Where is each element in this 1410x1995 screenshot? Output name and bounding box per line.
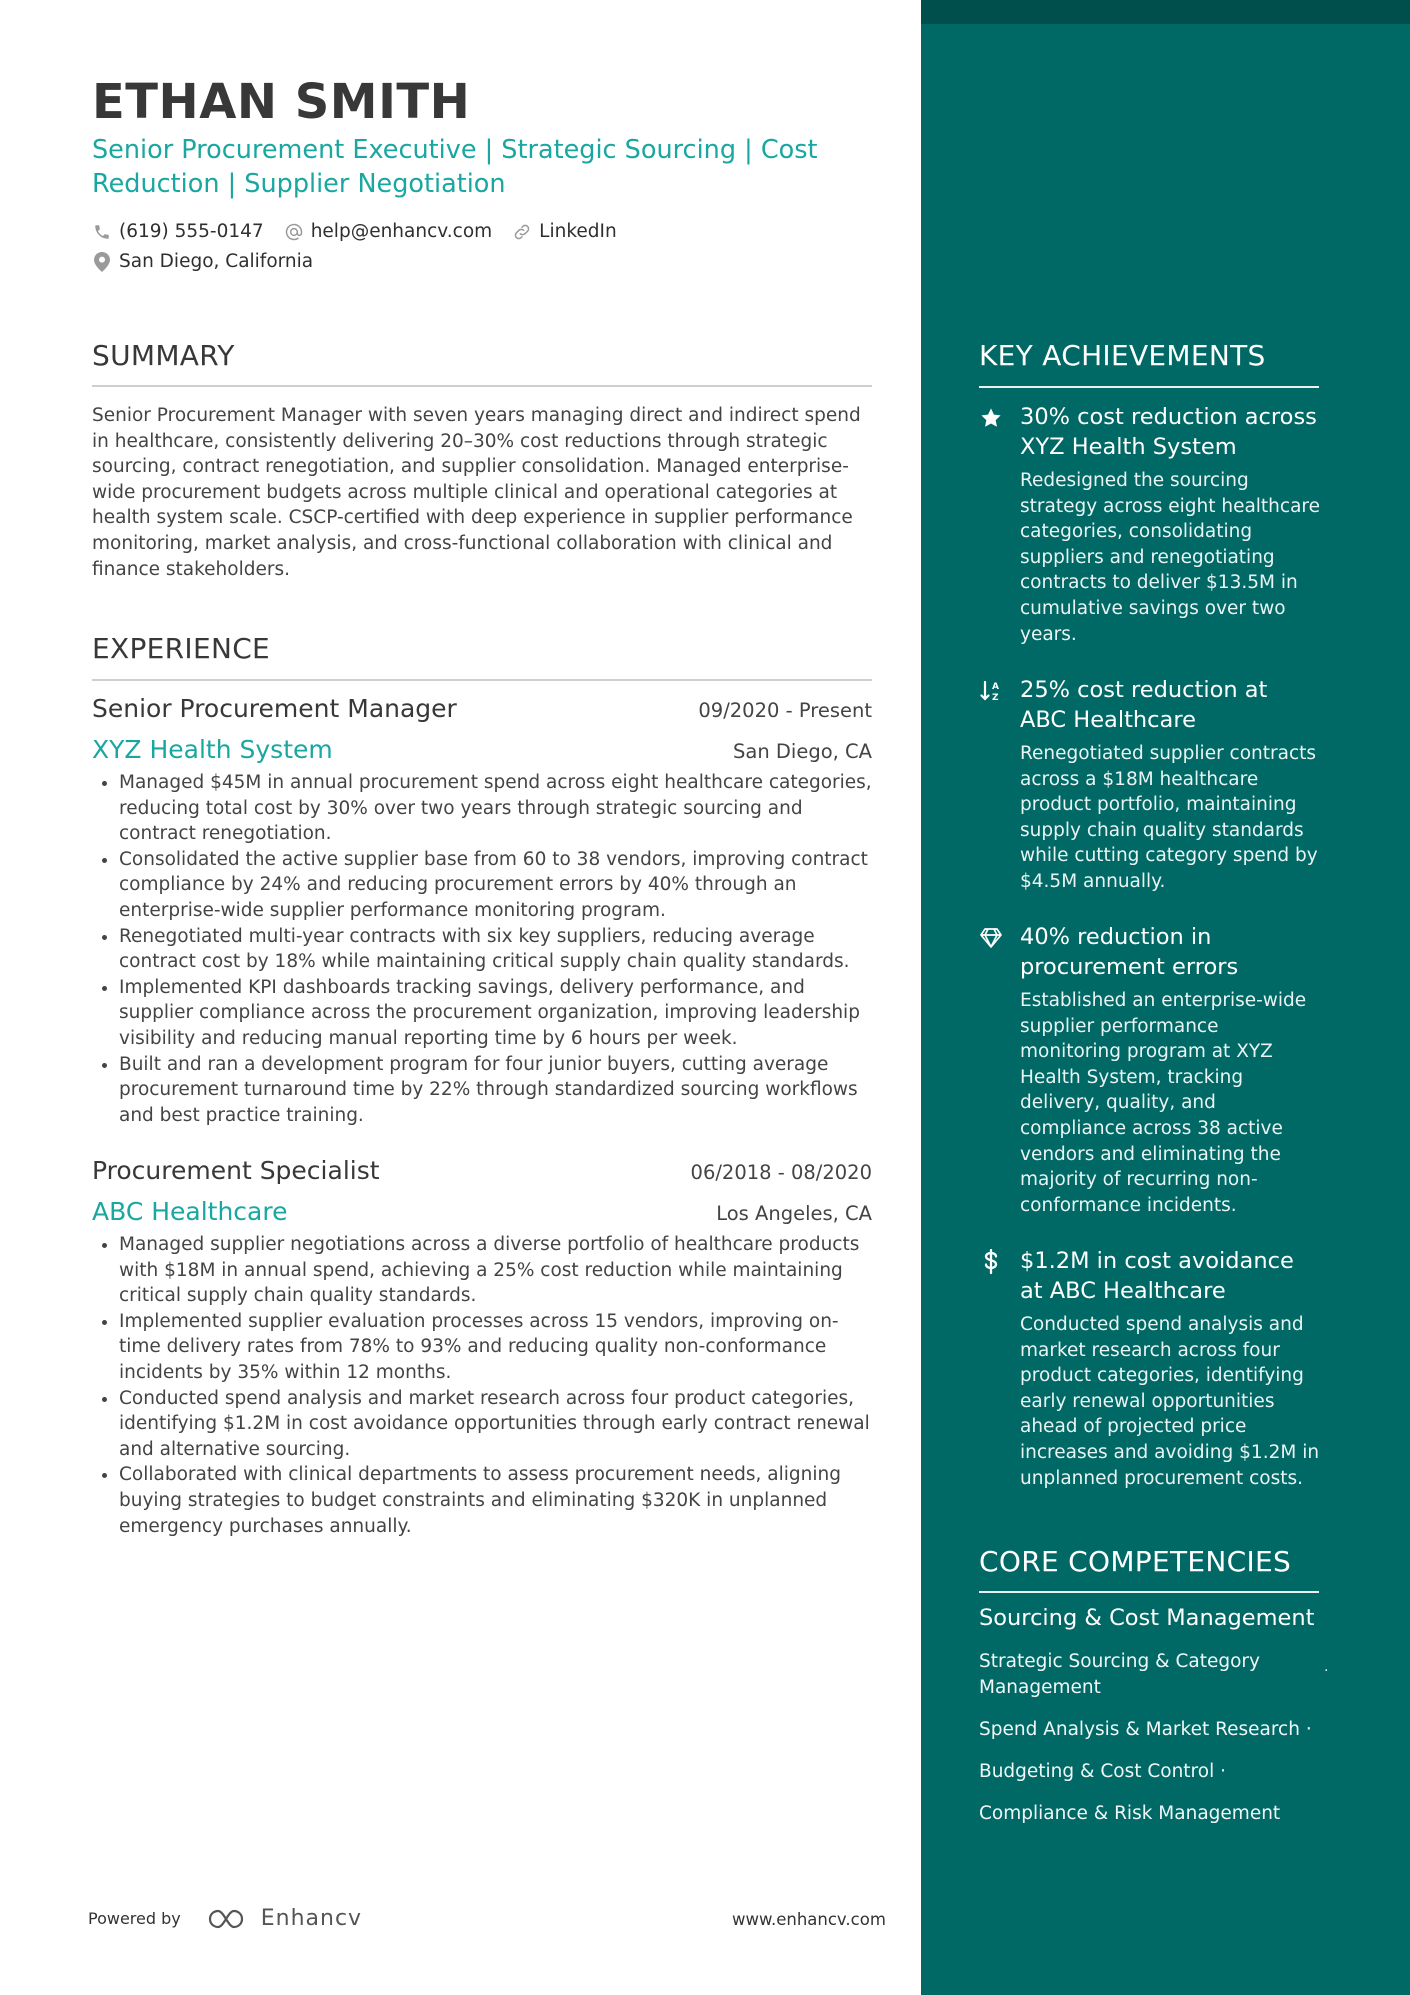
footer-branding: [88, 1906, 362, 1931]
experience-divider: [92, 679, 872, 681]
brand-name: Enhancv: [260, 1906, 363, 1931]
bullet-item: • Consolidated the active supplier base from 60 to 38 vendors, improving contract compliance by 24% and reducing procurement errors by 40% through an enterprise-wide supplier performance monitoring program.: [119, 847, 872, 924]
competency-label: Spend Analysis & Market Research: [979, 1719, 1300, 1740]
competency-item: [979, 1717, 1319, 1743]
svg-text:Z: Z: [992, 693, 999, 703]
contact-row: [92, 221, 637, 242]
separator-dot: ·: [1299, 1719, 1312, 1740]
job-title: Senior Procurement Manager: [92, 694, 457, 723]
linkedin-link[interactable]: LinkedIn: [539, 221, 617, 242]
email-item[interactable]: [284, 221, 492, 242]
job-dates: 09/2020 - Present: [698, 699, 872, 722]
svg-text:A: A: [992, 682, 999, 692]
job-bullets: [92, 770, 872, 1128]
at-icon: [284, 222, 304, 242]
achievement-title: 25% cost reduction at ABC Healthcare: [1020, 677, 1268, 733]
bullet-item: • Managed supplier negotiations across a diverse portfolio of healthcare products with $18M in annual spend, achieving a 25% cost reduction while maintaining critical supply chain quality standards.: [119, 1232, 872, 1309]
achievement-title: $1.2M in cost avoidance at ABC Healthcare: [1020, 1248, 1294, 1304]
candidate-name: ETHAN SMITH: [92, 74, 471, 130]
bullet-item: • Managed $45M in annual procurement spend across eight healthcare categories, reducing total cost by 30% over two years through strategic sourcing and contract renegotiation.: [119, 770, 872, 847]
achievement-desc: Conducted spend analysis and market research across four product categories, identifying early renewal opportunities ahead of projected price increases and avoiding $1.2M in unplanned procurement costs.: [1020, 1314, 1320, 1489]
powered-by-text: Powered by: [88, 1909, 181, 1928]
achievements-divider: [979, 386, 1319, 388]
bullet-item: • Renegotiated multi-year contracts with six key suppliers, reducing average contract cost by 18% while maintaining critical supply chain quality standards.: [119, 924, 872, 975]
headline: Senior Procurement Executive | Strategic Sourcing | Cost Reduction | Supplier Negotiation: [92, 135, 818, 199]
competencies-heading: CORE COMPETENCIES: [979, 1545, 1292, 1578]
enhancv-logo-icon: [207, 1907, 253, 1931]
experience-heading: EXPERIENCE: [92, 632, 271, 665]
star-icon: [979, 406, 1003, 430]
brand-logo[interactable]: [207, 1906, 362, 1931]
competency-label: Budgeting & Cost Control: [979, 1761, 1215, 1782]
phone-icon: [92, 222, 112, 242]
bullet-item: • Built and ran a development program for four junior buyers, cutting average procurement turnaround time by 22% through standardized sourcing workflows and best practice training.: [119, 1052, 872, 1129]
summary-divider: [92, 385, 872, 387]
job-company: XYZ Health System: [92, 735, 333, 764]
bullet-item: • Implemented KPI dashboards tracking savings, delivery performance, and supplier compliance across the procurement organization, improving leadership visibility and reducing manual reporting time by 6 hours per week.: [119, 975, 872, 1052]
achievement-title: 40% reduction in procurement errors: [1020, 924, 1239, 980]
achievement-item: [979, 1246, 1359, 1491]
location-text: San Diego, California: [119, 251, 314, 272]
job-title: Procurement Specialist: [92, 1156, 380, 1185]
competency-group-title: Sourcing & Cost Management: [979, 1605, 1315, 1631]
phone-item: [92, 221, 264, 242]
achievement-title: 30% cost reduction across XYZ Health System: [1020, 404, 1317, 460]
location-row: [92, 251, 333, 272]
summary-text: Senior Procurement Manager with seven years managing direct and indirect spend in healthcare, consistently delivering 20–30% cost reductions through strategic sourcing, contract renegotiation, and supplier consolidation. Managed enterprise-wide procurement budgets across multiple clinical and operational categories at health system scale. CSCP-certified with deep experience in supplier performance monitoring, market analysis, and cross-functional collaboration with clinical and finance stakeholders.: [92, 405, 861, 580]
job-entry: [92, 694, 872, 1128]
phone-text: (619) 555-0147: [119, 221, 264, 242]
job-bullets: [92, 1232, 872, 1539]
separator-dot: ·: [1324, 1663, 1329, 1679]
achievement-desc: Redesigned the sourcing strategy across eight healthcare categories, consolidating suppliers and renegotiating contracts to deliver $13.5M in cumulative savings over two years.: [1020, 470, 1321, 645]
job-location: Los Angeles, CA: [716, 1202, 872, 1225]
sidebar-top-band: [921, 0, 1410, 24]
separator-dot: ·: [1214, 1761, 1226, 1782]
bullet-item: • Collaborated with clinical departments to assess procurement needs, aligning buying strategies to budget constraints and eliminating $320K in unplanned emergency purchases annually.: [119, 1462, 872, 1539]
email-link[interactable]: help@enhancv.com: [310, 221, 493, 242]
linkedin-item[interactable]: [512, 221, 617, 242]
competency-item: Strategic Sourcing & Category Management: [979, 1651, 1260, 1698]
job-entry: [92, 1156, 872, 1539]
footer-url[interactable]: www.enhancv.com: [732, 1910, 886, 1929]
sidebar: [921, 0, 1410, 1995]
competency-item: Compliance & Risk Management: [979, 1803, 1281, 1824]
bullet-item: • Conducted spend analysis and market research across four product categories, identifying $1.2M in cost avoidance opportunities through early contract renewal and alternative sourcing.: [119, 1386, 872, 1463]
location-item: [92, 251, 313, 272]
job-location: San Diego, CA: [733, 740, 872, 763]
location-pin-icon: [92, 252, 112, 272]
sort-az-icon: [979, 679, 1003, 703]
diamond-icon: [979, 926, 1003, 950]
achievements-heading: KEY ACHIEVEMENTS: [979, 339, 1266, 372]
achievement-item: [979, 675, 1359, 895]
summary-heading: SUMMARY: [92, 339, 235, 372]
job-dates: 06/2018 - 08/2020: [690, 1161, 872, 1184]
achievement-desc: Established an enterprise-wide supplier performance monitoring program at XYZ Health System, tracking delivery, quality, and compliance across 38 active vendors and eliminating the majority of recurring non-conformance incidents.: [1020, 990, 1307, 1216]
bullet-item: • Implemented supplier evaluation processes across 15 vendors, improving on-time delivery rates from 78% to 93% and reducing quality non-conformance incidents by 35% within 12 months.: [119, 1309, 872, 1386]
competency-item: [979, 1759, 1319, 1785]
achievement-item: [979, 402, 1359, 647]
dollar-icon: [979, 1250, 1003, 1274]
achievement-desc: Renegotiated supplier contracts across a $18M healthcare product portfolio, maintaining supply chain quality standards while cutting category spend by $4.5M annually.: [1020, 743, 1318, 892]
competencies-divider: [979, 1591, 1319, 1593]
job-company: ABC Healthcare: [92, 1197, 288, 1226]
link-icon: [512, 222, 532, 242]
achievement-item: [979, 922, 1359, 1218]
